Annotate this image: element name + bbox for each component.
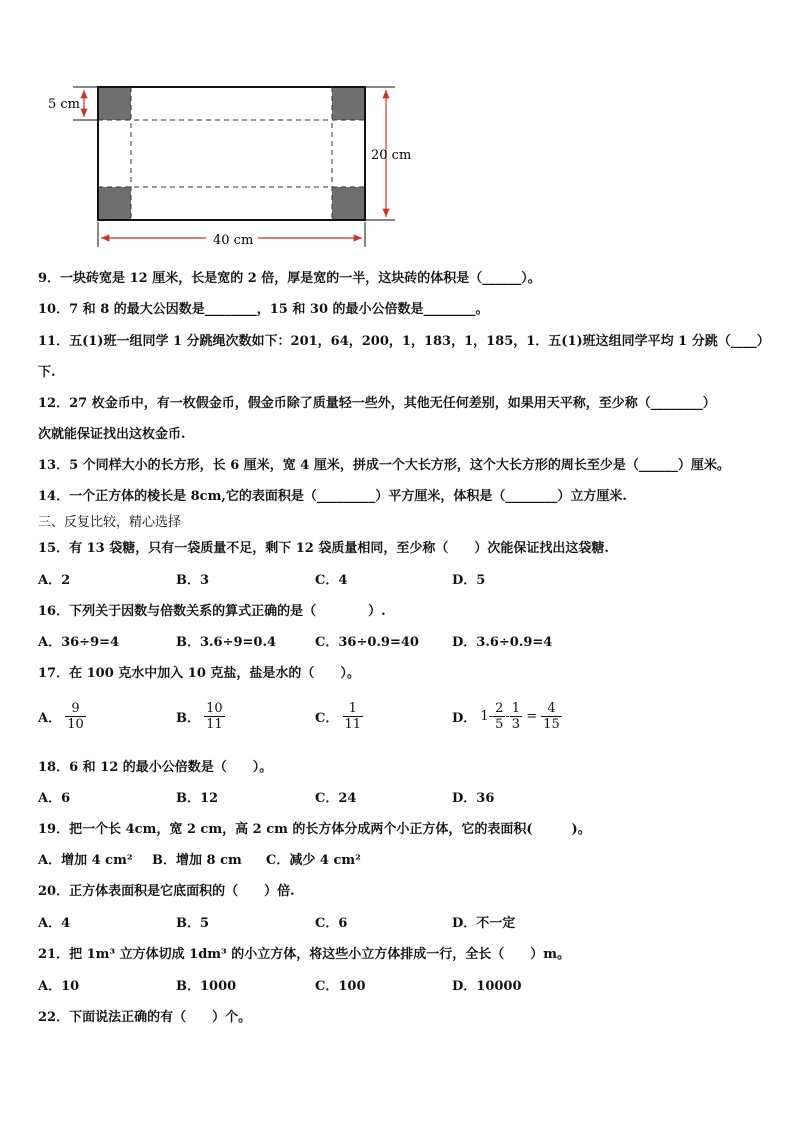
dimension-20cm: 20 cm — [371, 148, 412, 163]
question-17: 17．在 100 克水中加入 10 克盐，盐是水的（ ）。 — [38, 666, 360, 681]
question-13: 13．5 个同样大小的长方形，长 6 厘米，宽 4 厘米，拼成一个大长方形，这个大长方形的周长至少是（______）厘米。 — [38, 458, 730, 473]
fraction: $\frac{9}{10}$ — [67, 701, 84, 732]
corner-square-bottom-left — [98, 187, 131, 220]
question-15: 15．有 13 袋糖，只有一袋质量不足，剩下 12 袋质量相同，至少称（ ）次能保证找出这袋糖. — [38, 541, 609, 556]
q20-option-c[interactable]: C．6 — [315, 916, 348, 931]
q17-option-a[interactable]: A． $\frac{9}{10}$ — [38, 701, 84, 732]
outer-rectangle — [98, 87, 365, 220]
q18-option-b[interactable]: B．12 — [176, 791, 219, 806]
q15-option-b[interactable]: B．3 — [176, 573, 210, 588]
question-18: 18．6 和 12 的最小公倍数是（ ）。 — [38, 760, 273, 775]
q18-option-d[interactable]: D．36 — [452, 791, 495, 806]
q21-option-a[interactable]: A．10 — [38, 979, 80, 994]
q15-option-c[interactable]: C．4 — [315, 573, 348, 588]
section-title: 三、反复比较，精心选择 — [38, 515, 182, 530]
dimension-40cm: 40 cm — [213, 233, 254, 248]
question-10: 10．7 和 8 的最大公因数是________，15 和 30 的最小公倍数是________。 — [38, 302, 489, 317]
corner-square-top-left — [98, 87, 131, 120]
question-16: 16．下列关于因数与倍数关系的算式正确的是（ ）. — [38, 604, 386, 619]
question-21: 21．把 1m³ 立方体切成 1dm³ 的小立方体，将这些小立方体排成一行，全长（ ）m。 — [38, 947, 571, 962]
corner-square-top-right — [332, 87, 365, 120]
fraction: $\frac{4}{15}$ — [543, 701, 560, 732]
question-14: 14．一个正方体的棱长是 8cm,它的表面积是（_________）平方厘米，体积是（________）立方厘米. — [38, 489, 627, 504]
q17-option-c[interactable]: C． $\frac{1}{11}$ — [315, 701, 362, 732]
q18-option-c[interactable]: C．24 — [315, 791, 357, 806]
question-9: 9．一块砖宽是 12 厘米，长是宽的 2 倍，厚是宽的一半，这块砖的体积是（______）。 — [38, 271, 541, 286]
question-19: 19．把一个长 4cm，宽 2 cm，高 2 cm 的长方体分成两个小正方体，它的表面积( )。 — [38, 822, 591, 837]
corner-square-bottom-right — [332, 187, 365, 220]
q21-option-b[interactable]: B．1000 — [176, 979, 237, 994]
q16-option-b[interactable]: B．3.6÷9=0.4 — [176, 635, 277, 650]
question-22: 22．下面说法正确的有（ ）个。 — [38, 1010, 252, 1025]
q21-option-d[interactable]: D．10000 — [452, 979, 522, 994]
q15-option-d[interactable]: D．5 — [452, 573, 486, 588]
q16-option-c[interactable]: C．36÷0.9=40 — [315, 635, 419, 650]
q21-option-c[interactable]: C．100 — [315, 979, 366, 994]
question-11-continued: 下. — [38, 365, 56, 380]
q20-option-b[interactable]: B．5 — [176, 916, 210, 931]
q16-option-d[interactable]: D．3.6÷0.9=4 — [452, 635, 553, 650]
q18-option-a[interactable]: A．6 — [38, 791, 71, 806]
box-net-diagram — [0, 0, 794, 260]
q20-option-d[interactable]: D．不一定 — [452, 916, 516, 931]
q19-option-c[interactable]: C．减少 4 cm² — [266, 853, 361, 868]
question-12: 12．27 枚金币中，有一枚假金币，假金币除了质量轻一些外，其他无任何差别，如果用天平称，至少称（________） — [38, 396, 716, 411]
dimension-5cm: 5 cm — [48, 97, 81, 112]
question-20: 20．正方体表面积是它底面积的（ ）倍. — [38, 884, 295, 899]
q19-option-a[interactable]: A．增加 4 cm² — [38, 853, 133, 868]
q17-option-d[interactable]: D． 1- $\frac{2}{5}$ - $\frac{1}{3}$ = $\frac{4}{15}$ — [452, 701, 560, 732]
fraction: $\frac{10}{11}$ — [206, 701, 223, 732]
fraction: $\frac{1}{3}$ — [511, 701, 521, 732]
q20-option-a[interactable]: A．4 — [38, 916, 71, 931]
question-11: 11．五(1)班一组同学 1 分跳绳次数如下：201，64，200，1，183，1，185，1．五(1)班这组同学平均 1 分跳（____） — [38, 334, 770, 349]
fraction: $\frac{1}{11}$ — [344, 701, 362, 732]
question-12-continued: 次就能保证找出这枚金币. — [38, 427, 186, 442]
q15-option-a[interactable]: A．2 — [38, 573, 71, 588]
q16-option-a[interactable]: A．36÷9=4 — [38, 635, 120, 650]
q19-option-b[interactable]: B．增加 8 cm — [152, 853, 242, 868]
fraction: $\frac{2}{5}$ — [495, 701, 504, 732]
q17-option-b[interactable]: B． $\frac{10}{11}$ — [176, 701, 223, 732]
